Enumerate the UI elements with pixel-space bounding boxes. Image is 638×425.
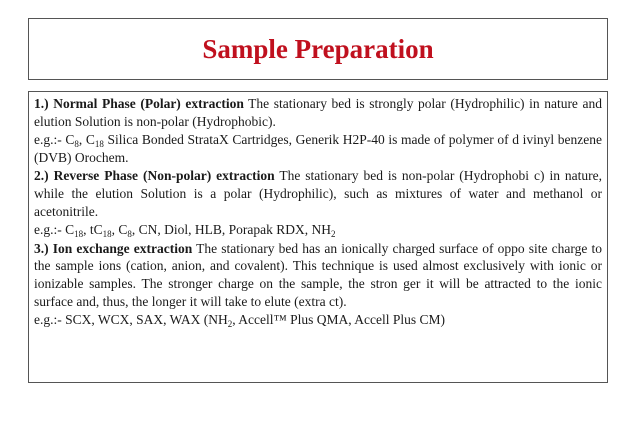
- normal-phase-heading: 1.) Normal Phase (Polar) extraction: [34, 96, 244, 111]
- ion-exchange-body: The stationary bed has an ionically charged surface of oppo site charge to the sample ions (cation, anion, and covalent). This technique is used almost exclusively with ionic or ionizable samples. The stronger charge on the sample, the stron ger it will be attracted to the ionic surface and, thus, the longer it will take to elute (extra ct).: [34, 240, 602, 309]
- example-text: , C: [78, 132, 95, 148]
- normal-phase-paragraph: [34, 95, 602, 130]
- example-text: , tC: [83, 222, 103, 238]
- title-box: [28, 18, 608, 80]
- subscript: 2: [227, 319, 233, 330]
- normal-phase-example: [34, 131, 602, 166]
- example-text: , Accell™ Plus QMA, Accell Plus CM): [232, 312, 445, 328]
- normal-phase-body: The stationary bed is strongly polar (Hydrophilic) in nature and elution Solution is non-polar (Hydrophobic).: [34, 96, 602, 129]
- example-text: e.g.:- SCX, WCX, SAX, WAX (NH: [34, 312, 228, 328]
- reverse-phase-body: The stationary bed is non-polar (Hydrophobi c) in nature, while the elution Solution is a polar (Hydrophilic), such as mixtures of water and methanol or acetonitrile.: [34, 168, 602, 219]
- content-box: [28, 91, 608, 383]
- reverse-phase-heading: 2.) Reverse Phase (Non-polar) extraction: [34, 168, 275, 184]
- subscript: 18: [94, 139, 104, 150]
- subscript: 18: [74, 229, 84, 240]
- ion-exchange-heading: 3.) Ion exchange extraction: [34, 240, 193, 256]
- example-text: , C: [111, 222, 128, 238]
- subscript: 8: [74, 139, 79, 150]
- example-text: , CN, Diol, HLB, Porapak RDX, NH: [131, 222, 332, 238]
- subscript: 8: [127, 229, 132, 240]
- subscript: 18: [102, 229, 112, 240]
- example-text: e.g.:- C: [34, 132, 75, 148]
- example-text: e.g.:- C: [34, 222, 75, 238]
- reverse-phase-example: [34, 221, 602, 239]
- ion-exchange-paragraph: [34, 240, 602, 310]
- ion-exchange-example: [34, 311, 602, 329]
- reverse-phase-paragraph: [34, 167, 602, 220]
- example-text: Silica Bonded StrataX Cartridges, Generik H2P-40 is made of polymer of d ivinyl benzene (DVB) Orochem.: [34, 132, 602, 165]
- slide-title: Sample Preparation: [202, 33, 434, 64]
- subscript: 2: [331, 229, 336, 240]
